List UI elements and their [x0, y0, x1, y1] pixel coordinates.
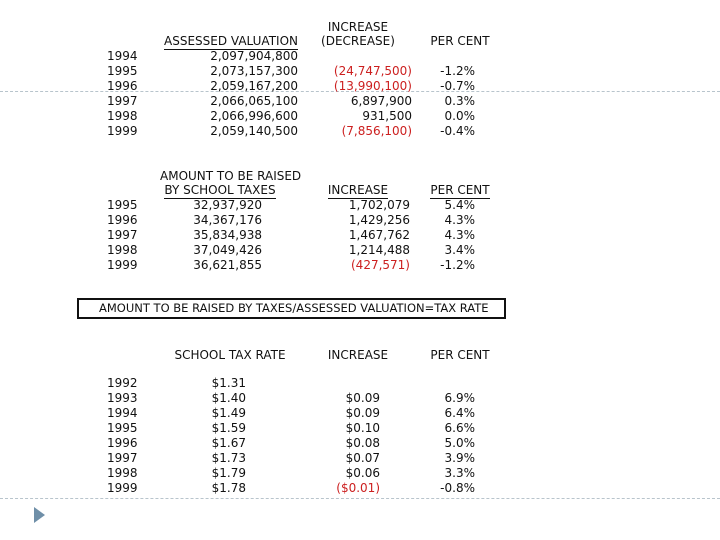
row-increase: (13,990,100): [333, 79, 412, 93]
row-increase: ($0.01): [336, 481, 380, 495]
row-year: 1999: [107, 481, 138, 495]
row-tax-rate: $1.59: [211, 421, 246, 435]
row-year: 1999: [107, 258, 138, 272]
row-increase: 1,467,762: [348, 228, 410, 242]
row-per-cent: 5.4%: [444, 198, 475, 212]
row-increase: 6,897,900: [350, 94, 412, 108]
row-per-cent: 3.3%: [444, 466, 475, 480]
row-assessed-valuation: 2,073,157,300: [210, 64, 298, 78]
header-amount-line2: BY SCHOOL TAXES: [164, 183, 276, 197]
row-assessed-valuation: 2,066,065,100: [210, 94, 298, 108]
row-per-cent: 6.6%: [444, 421, 475, 435]
row-increase: 931,500: [362, 109, 412, 123]
row-per-cent: -0.8%: [440, 481, 475, 495]
row-per-cent: -0.4%: [440, 124, 475, 138]
row-assessed-valuation: 2,066,996,600: [210, 109, 298, 123]
row-increase: 1,702,079: [348, 198, 410, 212]
row-year: 1997: [107, 94, 138, 108]
header-per-cent: PER CENT: [430, 34, 490, 48]
row-increase: (427,571): [351, 258, 410, 272]
header-decrease: (DECREASE): [321, 34, 395, 48]
row-year: 1996: [107, 436, 138, 450]
row-tax-rate: $1.79: [211, 466, 246, 480]
row-amount-raised: 37,049,426: [193, 243, 262, 257]
row-per-cent: -0.7%: [440, 79, 475, 93]
row-year: 1998: [107, 109, 138, 123]
row-year: 1995: [107, 198, 138, 212]
row-year: 1997: [107, 451, 138, 465]
row-per-cent: 6.9%: [444, 391, 475, 405]
row-increase: $0.08: [345, 436, 380, 450]
row-year: 1997: [107, 228, 138, 242]
row-amount-raised: 32,937,920: [193, 198, 262, 212]
row-year: 1994: [107, 406, 138, 420]
row-year: 1995: [107, 421, 138, 435]
row-year: 1999: [107, 124, 138, 138]
row-per-cent: -1.2%: [440, 258, 475, 272]
row-increase: $0.09: [345, 406, 380, 420]
header-increase: INCREASE: [327, 20, 389, 34]
row-per-cent: 0.0%: [444, 109, 475, 123]
row-amount-raised: 34,367,176: [193, 213, 262, 227]
header-school-tax-rate: SCHOOL TAX RATE: [174, 348, 286, 362]
row-increase: $0.06: [345, 466, 380, 480]
row-tax-rate: $1.49: [211, 406, 246, 420]
divider-bottom: [0, 498, 720, 499]
tax-rate-formula-box: [77, 298, 506, 319]
row-per-cent: 4.3%: [444, 228, 475, 242]
row-year: 1998: [107, 466, 138, 480]
formula-text: AMOUNT TO BE RAISED BY TAXES/ASSESSED VALUATION=TAX RATE: [99, 301, 489, 315]
row-year: 1996: [107, 213, 138, 227]
row-increase: 1,214,488: [348, 243, 410, 257]
row-year: 1995: [107, 64, 138, 78]
header-per-cent-2: PER CENT: [430, 183, 490, 197]
row-per-cent: 5.0%: [444, 436, 475, 450]
row-assessed-valuation: 2,059,167,200: [210, 79, 298, 93]
row-tax-rate: $1.73: [211, 451, 246, 465]
row-tax-rate: $1.78: [211, 481, 246, 495]
row-increase: $0.10: [345, 421, 380, 435]
row-assessed-valuation: 2,059,140,500: [210, 124, 298, 138]
row-increase: (7,856,100): [341, 124, 412, 138]
row-assessed-valuation: 2,097,904,800: [210, 49, 298, 63]
row-year: 1994: [107, 49, 138, 63]
row-per-cent: 0.3%: [444, 94, 475, 108]
row-year: 1998: [107, 243, 138, 257]
row-per-cent: 6.4%: [444, 406, 475, 420]
header-increase-3: INCREASE: [327, 348, 389, 362]
row-year: 1992: [107, 376, 138, 390]
row-increase: $0.09: [345, 391, 380, 405]
row-amount-raised: 35,834,938: [193, 228, 262, 242]
header-amount-line1: AMOUNT TO BE RAISED: [160, 169, 302, 183]
row-year: 1996: [107, 79, 138, 93]
row-tax-rate: $1.67: [211, 436, 246, 450]
row-per-cent: 3.9%: [444, 451, 475, 465]
header-increase-2: INCREASE: [327, 183, 389, 197]
row-per-cent: -1.2%: [440, 64, 475, 78]
row-per-cent: 4.3%: [444, 213, 475, 227]
row-tax-rate: $1.31: [211, 376, 246, 390]
header-assessed-valuation: ASSESSED VALUATION: [164, 34, 298, 48]
header-per-cent-3: PER CENT: [430, 348, 490, 362]
row-increase: (24,747,500): [333, 64, 412, 78]
row-tax-rate: $1.40: [211, 391, 246, 405]
row-year: 1993: [107, 391, 138, 405]
row-amount-raised: 36,621,855: [193, 258, 262, 272]
play-arrow-icon[interactable]: [34, 507, 45, 523]
row-increase: $0.07: [345, 451, 380, 465]
row-per-cent: 3.4%: [444, 243, 475, 257]
row-increase: 1,429,256: [348, 213, 410, 227]
